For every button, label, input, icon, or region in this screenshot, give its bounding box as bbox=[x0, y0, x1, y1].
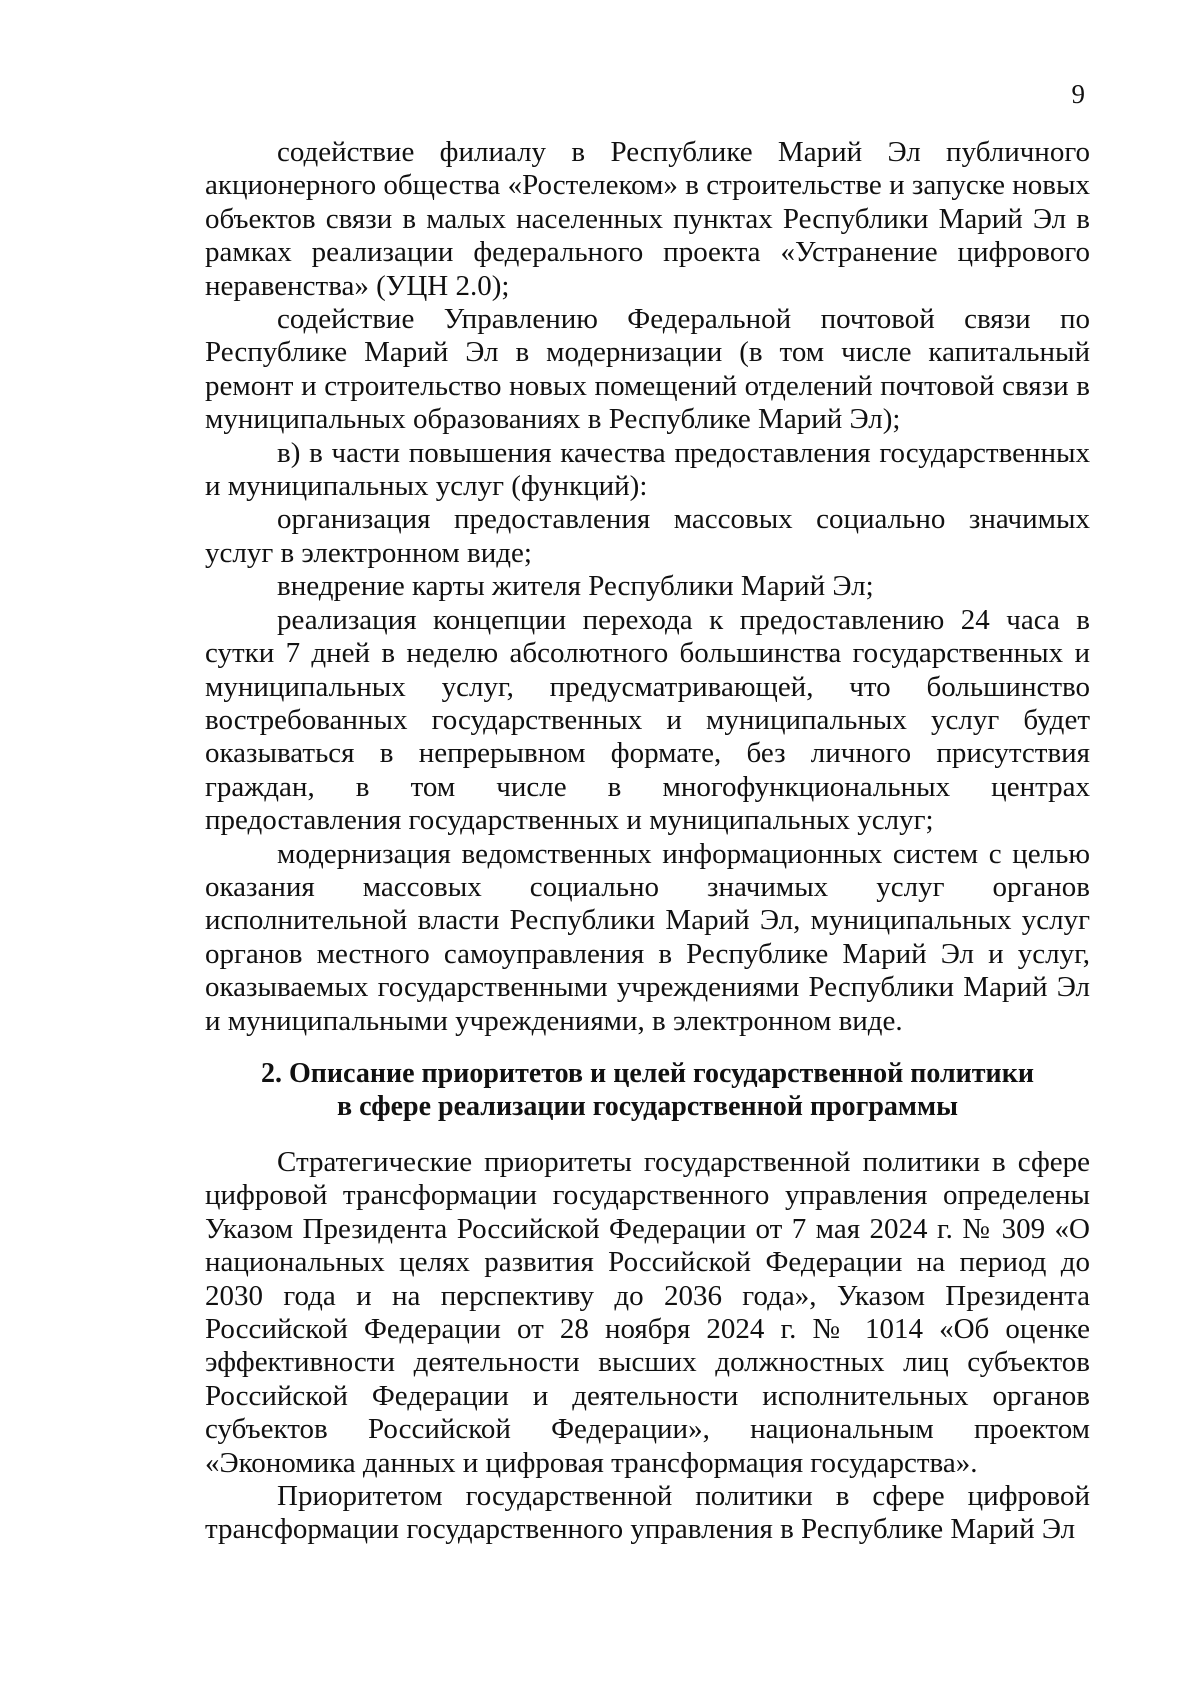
paragraph: внедрение карты жителя Республики Марий Эл; bbox=[277, 570, 874, 603]
section-heading-line: в сфере реализации государственной программы bbox=[337, 1091, 958, 1122]
paragraph: Стратегические приоритеты государственной политики в сфере цифровой трансформации государственного управления определены Указом Президента Российской Федерации от 7 мая 2024 г. № 309 «О национальных целях развития Российской Федерации на период до 2030 года и на перспективу до 2036 года», Указом Президента Российской Федерации от 28 ноября 2024 г. № 1014 «Об оценке эффективности деятельности высших должностных лиц субъектов Российской Федерации и деятельности исполнительных органов субъектов Российской Федерации», национальным проектом «Экономика данных и цифровая трансформация государства». bbox=[205, 1146, 1090, 1479]
section-heading-line: 2. Описание приоритетов и целей государственной политики bbox=[261, 1058, 1034, 1089]
page-number: 9 bbox=[1071, 79, 1085, 109]
section-heading bbox=[205, 1057, 1090, 1123]
body-text-bottom bbox=[205, 1146, 1090, 1547]
paragraph: содействие филиалу в Республике Марий Эл публичного акционерного общества «Ростелеком» в строительстве и запуске новых объектов связи в малых населенных пунктах Республики Марий Эл в рамках реализации федерального проекта «Устранение цифрового неравенства» (УЦН 2.0); bbox=[205, 136, 1090, 302]
paragraph: реализация концепции перехода к предоставлению 24 часа в сутки 7 дней в неделю абсолютного большинства государственных и муниципальных услуг, предусматривающей, что большинство востребованных государственных и муниципальных услуг будет оказываться в непрерывном формате, без личного присутствия граждан, в том числе в многофункциональных центрах предоставления государственных и муниципальных услуг; bbox=[205, 603, 1090, 837]
body-text-top bbox=[205, 136, 1090, 1038]
paragraph: организация предоставления массовых социально значимых услуг в электронном виде; bbox=[205, 503, 1090, 569]
paragraph: модернизация ведомственных информационных систем с целью оказания массовых социально значимых услуг органов исполнительной власти Республики Марий Эл, муниципальных услуг органов местного самоуправления в Республике Марий Эл и услуг, оказываемых государственными учреждениями Республики Марий Эл и муниципальными учреждениями, в электронном виде. bbox=[205, 837, 1090, 1037]
paragraph: в) в части повышения качества предоставления государственных и муниципальных услуг (функций): bbox=[205, 436, 1090, 503]
paragraph: содействие Управлению Федеральной почтовой связи по Республике Марий Эл в модернизации (в том числе капитальный ремонт и строительство новых помещений отделений почтовой связи в муниципальных образованиях в Республике Марий Эл); bbox=[205, 303, 1090, 436]
paragraph: Приоритетом государственной политики в сфере цифровой трансформации государственного управления в Республике Марий Эл bbox=[205, 1480, 1090, 1546]
